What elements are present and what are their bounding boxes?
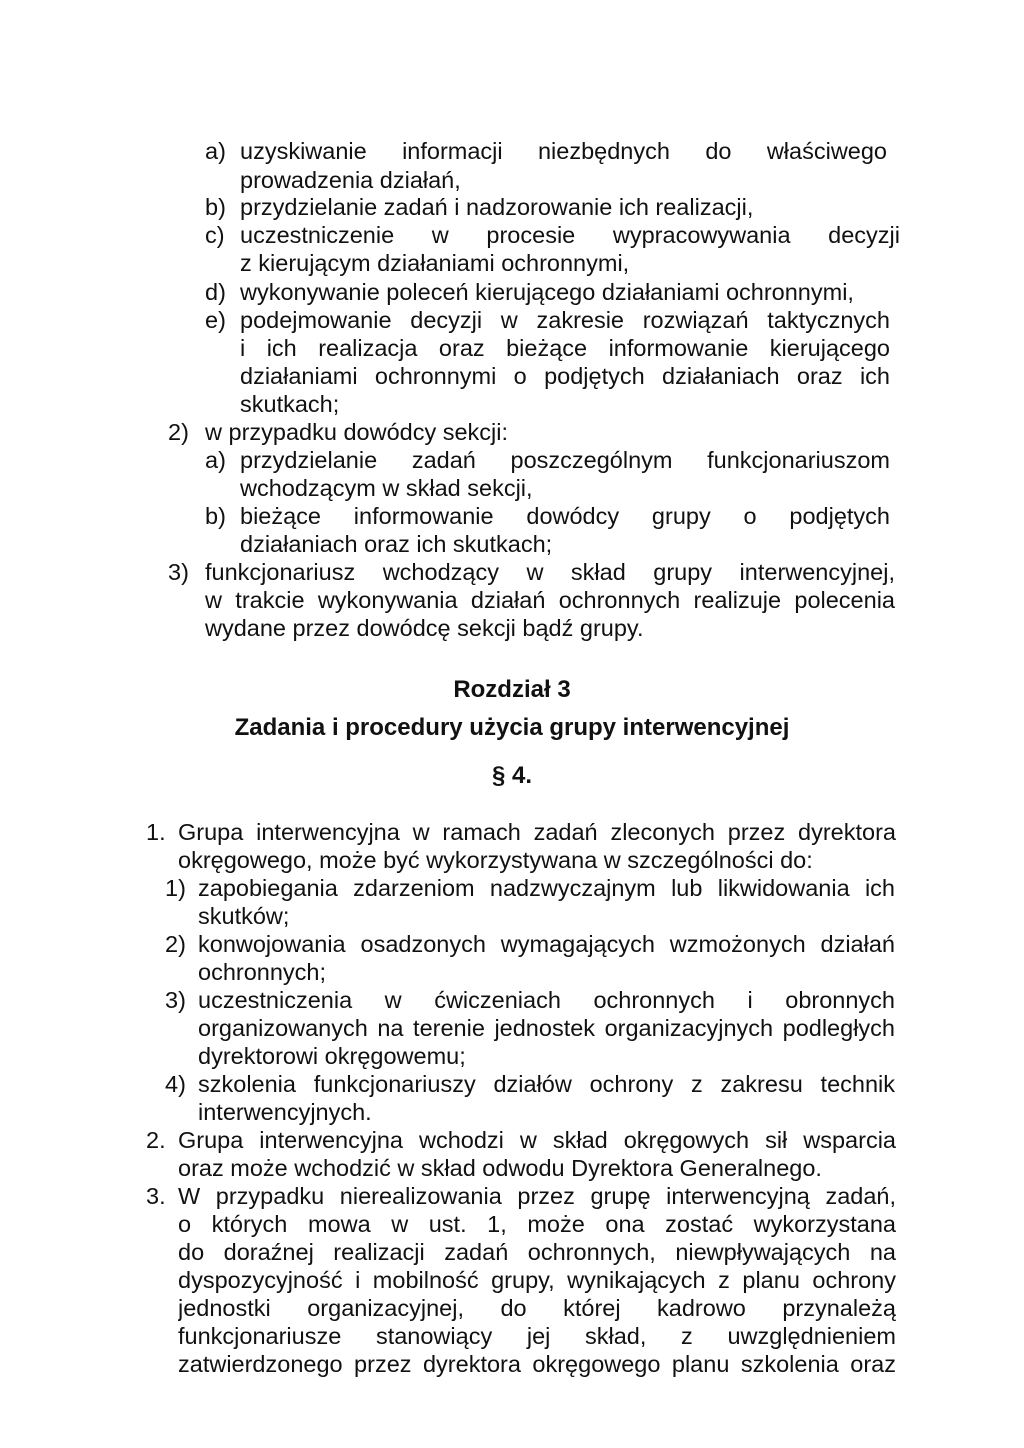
list-marker: 2) [165, 931, 186, 957]
text-line: przydzielanie zadań poszczególnym funkcjonariuszom [240, 447, 890, 473]
text-line: wchodzącym w skład sekcji, [240, 475, 533, 501]
text-line: podejmowanie decyzji w zakresie rozwiązań taktycznych [240, 307, 890, 333]
paragraph-number: § 4. [491, 762, 533, 789]
text-line: działaniach oraz ich skutkach; [240, 531, 553, 557]
list-marker: 2) [168, 419, 189, 445]
list-marker: 4) [165, 1071, 186, 1097]
text-line: przydzielanie zadań i nadzorowanie ich realizacji, [240, 194, 754, 220]
list-marker: a) [205, 447, 226, 473]
text-line: dyspozycyjność i mobilność grupy, wynikających z planu ochrony [178, 1267, 896, 1293]
text-line: skutków; [198, 903, 290, 929]
list-marker: 2. [146, 1127, 166, 1153]
list-marker: b) [205, 503, 226, 529]
list-marker: c) [205, 222, 225, 248]
text-line: i ich realizacja oraz bieżące informowanie kierującego [240, 335, 890, 361]
list-marker: 1) [165, 875, 186, 901]
text-line: zatwierdzonego przez dyrektora okręgowego planu szkolenia oraz [178, 1351, 896, 1377]
text-line: funkcjonariusze stanowiący jej skład, z uwzględnieniem [178, 1323, 896, 1349]
text-line: organizowanych na terenie jednostek organizacyjnych podległych [198, 1015, 895, 1041]
text-line: działaniami ochronnymi o podjętych działaniach oraz ich [240, 363, 890, 389]
list-marker: 3) [165, 987, 186, 1013]
text-line: w przypadku dowódcy sekcji: [205, 419, 509, 445]
text-line: interwencyjnych. [198, 1099, 372, 1125]
list-marker: d) [205, 279, 226, 305]
text-line: o których mowa w ust. 1, może ona zostać wykorzystana [178, 1211, 896, 1237]
text-line: uczestniczenie w procesie wypracowywania decyzji [240, 222, 900, 248]
list-marker: e) [205, 307, 226, 333]
text-line: ochronnych; [198, 959, 327, 985]
text-line: konwojowania osadzonych wymagających wzmożonych działań [198, 931, 895, 957]
text-line: zapobiegania zdarzeniom nadzwyczajnym lub likwidowania ich [198, 875, 895, 901]
chapter-title: Zadania i procedury użycia grupy interwencyjnej [234, 714, 790, 741]
list-marker: 1. [146, 819, 166, 845]
text-line: Grupa interwencyjna w ramach zadań zleconych przez dyrektora [178, 819, 896, 845]
text-line: prowadzenia działań, [240, 167, 461, 193]
list-marker: a) [205, 138, 226, 164]
text-line: wykonywanie poleceń kierującego działaniami ochronnymi, [240, 279, 854, 305]
text-line: w trakcie wykonywania działań ochronnych realizuje polecenia [205, 587, 895, 613]
text-line: okręgowego, może być wykorzystywana w szczególności do: [178, 847, 813, 873]
text-line: uzyskiwanie informacji niezbędnych do właściwego [240, 138, 887, 164]
text-line: z kierującym działaniami ochronnymi, [240, 250, 630, 276]
text-line: funkcjonariusz wchodzący w skład grupy interwencyjnej, [205, 559, 895, 585]
text-line: bieżące informowanie dowódcy grupy o podjętych [240, 503, 890, 529]
text-line: szkolenia funkcjonariuszy działów ochrony z zakresu technik [198, 1071, 895, 1097]
text-line: W przypadku nierealizowania przez grupę interwencyjną zadań, [178, 1183, 896, 1209]
text-line: dyrektorowi okręgowemu; [198, 1043, 466, 1069]
list-marker: 3) [168, 559, 189, 585]
text-line: do doraźnej realizacji zadań ochronnych, niewpływających na [178, 1239, 896, 1265]
text-line: jednostki organizacyjnej, do której kadrowo przynależą [178, 1295, 896, 1321]
text-line: skutkach; [240, 391, 340, 417]
text-line: Grupa interwencyjna wchodzi w skład okręgowych sił wsparcia [178, 1127, 896, 1153]
text-line: oraz może wchodzić w skład odwodu Dyrektora Generalnego. [178, 1155, 822, 1181]
chapter-number: Rozdział 3 [453, 676, 571, 703]
list-marker: b) [205, 194, 226, 220]
list-marker: 3. [146, 1183, 166, 1209]
text-line: uczestniczenia w ćwiczeniach ochronnych i obronnych [198, 987, 895, 1013]
text-line: wydane przez dowódcę sekcji bądź grupy. [205, 615, 644, 641]
